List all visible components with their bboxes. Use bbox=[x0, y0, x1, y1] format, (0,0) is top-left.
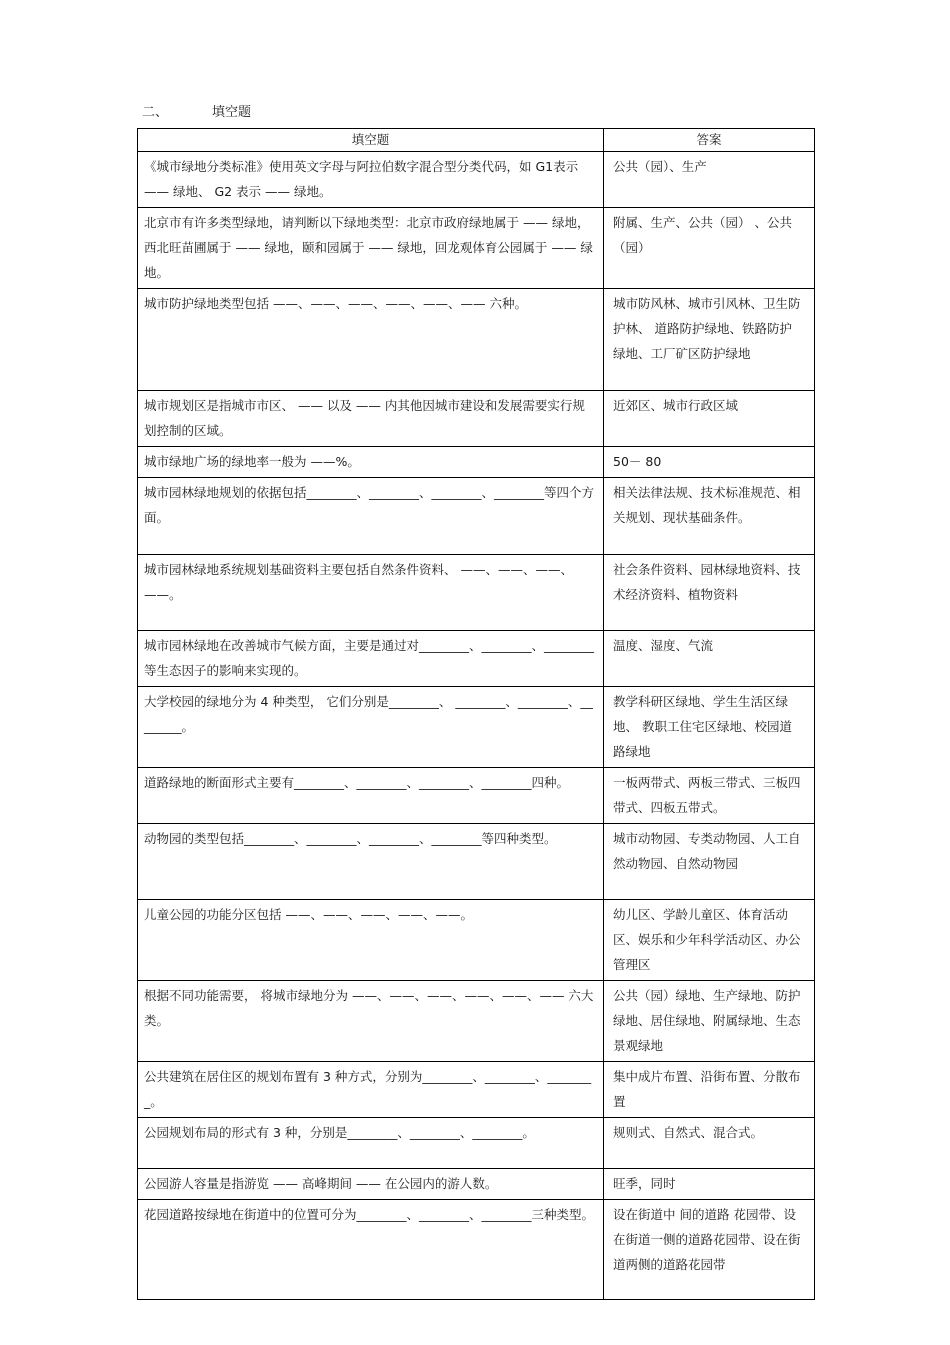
answer-cell: 公共（园）绿地、生产绿地、防护绿地、居住绿地、附属绿地、生态景观绿地 bbox=[604, 981, 815, 1062]
table-row bbox=[138, 152, 815, 208]
answer-cell: 公共（园）、生产 bbox=[604, 152, 815, 208]
table-row bbox=[138, 1062, 815, 1118]
answer-cell: 设在街道中 间的道路 花园带、设在街道一侧的道路花园带、设在街道两侧的道路花园带 bbox=[604, 1200, 815, 1300]
question-cell: 花园道路按绿地在街道中的位置可分为________、________、________三种类型。 bbox=[138, 1200, 604, 1300]
table-row bbox=[138, 289, 815, 391]
answer-cell: 城市防风林、城市引风林、卫生防护林、 道路防护绿地、铁路防护绿地、工厂矿区防护绿地 bbox=[604, 289, 815, 391]
table-header-row bbox=[138, 129, 815, 152]
section-number: 二、 bbox=[142, 105, 169, 120]
question-cell: 城市园林绿地规划的依据包括________、________、________、________等四个方面。 bbox=[138, 478, 604, 555]
table-row bbox=[138, 478, 815, 555]
section-heading bbox=[142, 104, 251, 122]
question-cell: 大学校园的绿地分为 4 种类型， 它们分别是________、 ________、________、________。 bbox=[138, 687, 604, 768]
table-row bbox=[138, 391, 815, 447]
question-cell: 城市防护绿地类型包括 ——、——、——、——、——、—— 六种。 bbox=[138, 289, 604, 391]
question-cell: 道路绿地的断面形式主要有________、________、________、________四种。 bbox=[138, 768, 604, 824]
question-cell: 动物园的类型包括________、________、________、________等四种类型。 bbox=[138, 824, 604, 900]
question-cell: 北京市有许多类型绿地，请判断以下绿地类型：北京市政府绿地属于 —— 绿地，西北旺苗圃属于 —— 绿地，颐和园属于 —— 绿地，回龙观体育公园属于 —— 绿地。 bbox=[138, 208, 604, 289]
question-cell: 儿童公园的功能分区包括 ——、——、——、——、——。 bbox=[138, 900, 604, 981]
answer-cell: 旺季，同时 bbox=[604, 1169, 815, 1200]
section-title: 填空题 bbox=[212, 105, 252, 120]
answer-cell: 一板两带式、两板三带式、三板四带式、四板五带式。 bbox=[604, 768, 815, 824]
question-cell: 根据不同功能需要， 将城市绿地分为 ——、——、——、——、——、—— 六大类。 bbox=[138, 981, 604, 1062]
answer-cell: 近郊区、城市行政区域 bbox=[604, 391, 815, 447]
table-row bbox=[138, 1200, 815, 1300]
answer-column-header: 答案 bbox=[604, 129, 815, 152]
question-cell: 《城市绿地分类标准》使用英文字母与阿拉伯数字混合型分类代码，如 G1表示 —— 绿地、 G2 表示 —— 绿地。 bbox=[138, 152, 604, 208]
answer-cell: 集中成片布置、沿街布置、分散布置 bbox=[604, 1062, 815, 1118]
table-row bbox=[138, 1118, 815, 1169]
table-row bbox=[138, 768, 815, 824]
answer-cell: 温度、湿度、气流 bbox=[604, 631, 815, 687]
question-cell: 城市园林绿地在改善城市气候方面，主要是通过对________、________、________等生态因子的影响来实现的。 bbox=[138, 631, 604, 687]
answer-cell: 相关法律法规、技术标准规范、相关规划、现状基础条件。 bbox=[604, 478, 815, 555]
question-cell: 公园规划布局的形式有 3 种，分别是________、________、________。 bbox=[138, 1118, 604, 1169]
answer-cell: 50－ 80 bbox=[604, 447, 815, 478]
question-cell: 城市规划区是指城市市区、 —— 以及 —— 内其他因城市建设和发展需要实行规划控制的区域。 bbox=[138, 391, 604, 447]
question-column-header: 填空题 bbox=[138, 129, 604, 152]
question-cell: 城市园林绿地系统规划基础资料主要包括自然条件资料、 ——、——、——、——。 bbox=[138, 555, 604, 631]
answer-cell: 幼儿区、学龄儿童区、体育活动区、娱乐和少年科学活动区、办公管理区 bbox=[604, 900, 815, 981]
table-row bbox=[138, 824, 815, 900]
table-row bbox=[138, 1169, 815, 1200]
answer-cell: 城市动物园、专类动物园、人工自然动物园、自然动物园 bbox=[604, 824, 815, 900]
table-row bbox=[138, 555, 815, 631]
question-cell: 公共建筑在居住区的规划布置有 3 种方式，分别为________、________、________。 bbox=[138, 1062, 604, 1118]
answer-cell: 社会条件资料、园林绿地资料、技术经济资料、植物资料 bbox=[604, 555, 815, 631]
answer-cell: 附属、生产、公共（园） 、公共（园） bbox=[604, 208, 815, 289]
table-row bbox=[138, 687, 815, 768]
question-cell: 城市绿地广场的绿地率一般为 ——%。 bbox=[138, 447, 604, 478]
answer-cell: 规则式、自然式、混合式。 bbox=[604, 1118, 815, 1169]
answer-cell: 教学科研区绿地、学生生活区绿地、 教职工住宅区绿地、校园道路绿地 bbox=[604, 687, 815, 768]
table-row bbox=[138, 208, 815, 289]
table-row bbox=[138, 981, 815, 1062]
table-row bbox=[138, 447, 815, 478]
table-row bbox=[138, 900, 815, 981]
fill-in-blank-table bbox=[137, 128, 815, 1300]
question-cell: 公园游人容量是指游览 —— 高峰期间 —— 在公园内的游人数。 bbox=[138, 1169, 604, 1200]
table-row bbox=[138, 631, 815, 687]
